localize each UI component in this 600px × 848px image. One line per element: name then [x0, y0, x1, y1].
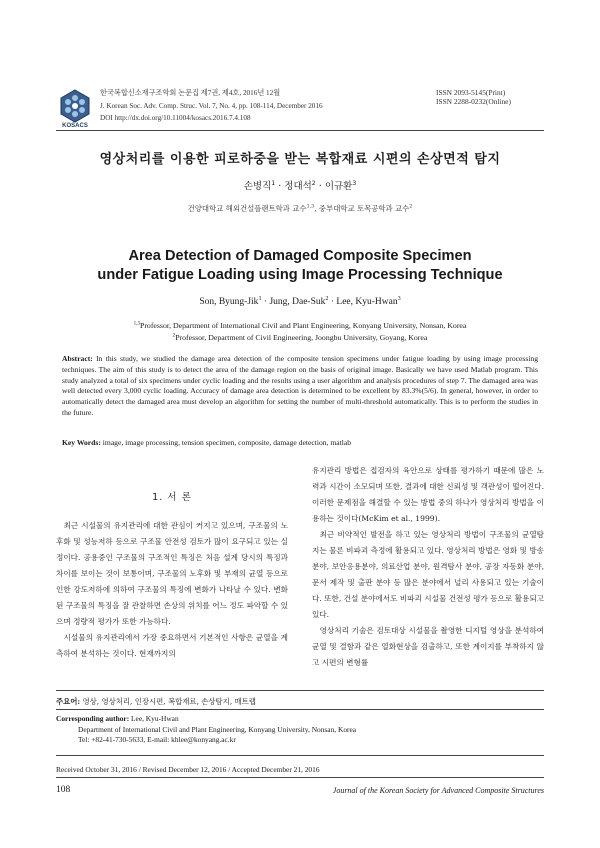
- korean-affiliation: 건양대학교 해외건설플랜트학과 교수$^{1,3}$, 중부대학교 토목공학과 교수$^2$: [187, 204, 413, 213]
- body-column-left: [56, 518, 288, 662]
- footer-rule: [56, 709, 544, 710]
- paragraph: 시설물의 유지관리에서 가장 중요하면서 기본적인 사항은 균열을 계측하여 분석하는 것이다. 현재까지의: [56, 633, 288, 658]
- issn-online: ISSN 2288-0232(Online): [436, 97, 511, 106]
- page-number: 108: [56, 785, 71, 795]
- footer-rule: [56, 690, 544, 691]
- keywords: Key Words: image, image processing, tension specimen, composite, damage detection, matlab: [62, 438, 351, 447]
- author-name: Lee, Kyu-Hwan: [336, 297, 398, 307]
- korean-title: 영상처리를 이용한 피로하중을 받는 복합재료 시편의 손상면적 탐지: [99, 152, 501, 167]
- korean-authors: 손병직$^1$ · 정대석$^2$ · 이규환$^3$: [243, 179, 357, 192]
- author-separator: ·: [263, 297, 268, 307]
- received-dates: Received October 31, 2016 / Revised December 12, 2016 / Accepted December 21, 2016: [56, 765, 320, 774]
- footer-rule: [56, 777, 544, 778]
- author-separator: ·: [318, 181, 322, 192]
- paragraph: 최근 비약적인 발전을 하고 있는 영상처리 방법이 구조물의 균열탐지는 물론 비파괴 측정에 활용되고 있다. 영상처리 방법은 영화 및 방송 분야, 보안응용분야, 의료산업 분야, 원격탐사 분야, 공장 자동화 분야, 문서 제작 및 출판 분야 등 많은 분야에서 널리 사용되고 있는 기술이다. 또한, 건설 분야에서도 비파괴 시설물 건전성 평가 등으로 활용되고 있다.: [312, 530, 544, 619]
- author-name: Son, Byung-Jik: [199, 297, 259, 307]
- kosacs-logo: [56, 88, 94, 128]
- english-affiliations: $^{1,3}$Professor, Department of International Civil and Plant Engineering, Konyang University, Nonsan, Korea $^2$Professor, Department of Civil Engineering, Joongbu University, Goyang, Korea: [133, 320, 467, 342]
- corresponding-author: Corresponding author: Lee, Kyu-Hwan Department of International Civil and Plant Engineering, Konyang University, Nonsan, Korea Tel: +82-41-730-5633, E-mail: khlee@konyang.ac.kr: [56, 714, 357, 744]
- paragraph: 영상처리 기술은 검토대상 시설물을 촬영한 디지털 영상을 분석하여 균열 및 결함과 같은 열화현상을 검출하고, 또한 계이지를 부착하지 않고 시편의 변형률: [312, 626, 544, 667]
- paragraph: 유지관리 방법은 접검자의 육안으로 상태를 평가하기 때문에 많은 노력과 시간이 소모되며 또한, 결과에 대한 신뢰성 및 객관성이 떨어진다. 이러한 문제점을 해결할 수 있는 방법 중의 하나가 영상처리 방법을 이용하는 것이다(McKim et al., 1999).: [312, 466, 544, 523]
- author-name: 이규환: [324, 181, 353, 192]
- journal-header-english: J. Korean Soc. Adv. Comp. Struc. Vol. 7, No. 4, pp. 108-114, December 2016: [100, 102, 323, 110]
- korean-keywords: 주요어: 영상, 영상처리, 인장시편, 복합재료, 손상탐지, 매트랩: [56, 697, 256, 706]
- body-column-right: [312, 463, 544, 671]
- logo-text: KOSACS: [62, 123, 88, 128]
- issn-print: ISSN 2093-5145(Print): [436, 88, 506, 97]
- journal-name: Journal of the Korean Society for Advanced Composite Structures: [332, 786, 544, 795]
- section-heading: 1. 서 론: [152, 492, 192, 503]
- author-name: 손병직: [243, 181, 272, 192]
- doi-line: DOI http://dx.doi.org/10.11004/kosacs.2016.7.4.108: [100, 114, 251, 122]
- english-title: Area Detection of Damaged Composite Specimen under Fatigue Loading using Image Processing Technique: [97, 248, 503, 283]
- header-rule: [56, 130, 544, 131]
- author-name: 정대석: [284, 181, 312, 192]
- author-name: Jung, Dae-Suk: [269, 297, 326, 307]
- english-authors: Son, Byung-Jik$^1$ · Jung, Dae-Suk$^2$ · Lee, Kyu-Hwan$^3$: [199, 295, 401, 307]
- author-separator: ·: [278, 181, 282, 192]
- paragraph: 최근 시설물의 유지관리에 대한 관심이 커지고 있으며, 구조물의 노후화 및 성능저하 등으로 구조물 안전성 검토가 많이 요구되고 있는 실정이다. 공용중인 구조물의 구조적인 특징은 처음 설계 당시의 특징과 차이를 보이는 것이 보통이며, 구조물의 노후화 및 부재의 균열 등으로 인한 강도저하에 의하여 구조물의 특징에 변화가 나타날 수 있다. 변화된 구조물의 특징을 잘 관찰하면 손상의 위치를 어느 정도 파악할 수 있으며 정량적 평가가 또한 가능하다.: [56, 521, 288, 626]
- footer-rule: [56, 755, 544, 756]
- author-separator: ·: [330, 297, 335, 307]
- abstract: Abstract: In this study, we studied the damage area detection of the composite tension specimens under fatigue loading by using image processing techniques. The aim of this study is to detect the area of the damage region on the basis of original image. Basically we have used Matlab program. This study analyzed a total of six specimens under cyclic loading and the results using a user algorithm and analysis procedures of step 7. The damaged area was well detected every 3,000 cyclic loading. Accuracy of damage area detection is determined to be excellent by 83.3%(5/6). In general, however, in order to automatically detect the damaged area must develop an algorithm for setting the number of multi-threshold automatically. This is to perform the studies in the future.: [62, 354, 538, 417]
- journal-header-korean: 한국복합신소재구조학회 논문집 제7권, 제4호, 2016년 12월: [100, 89, 281, 97]
